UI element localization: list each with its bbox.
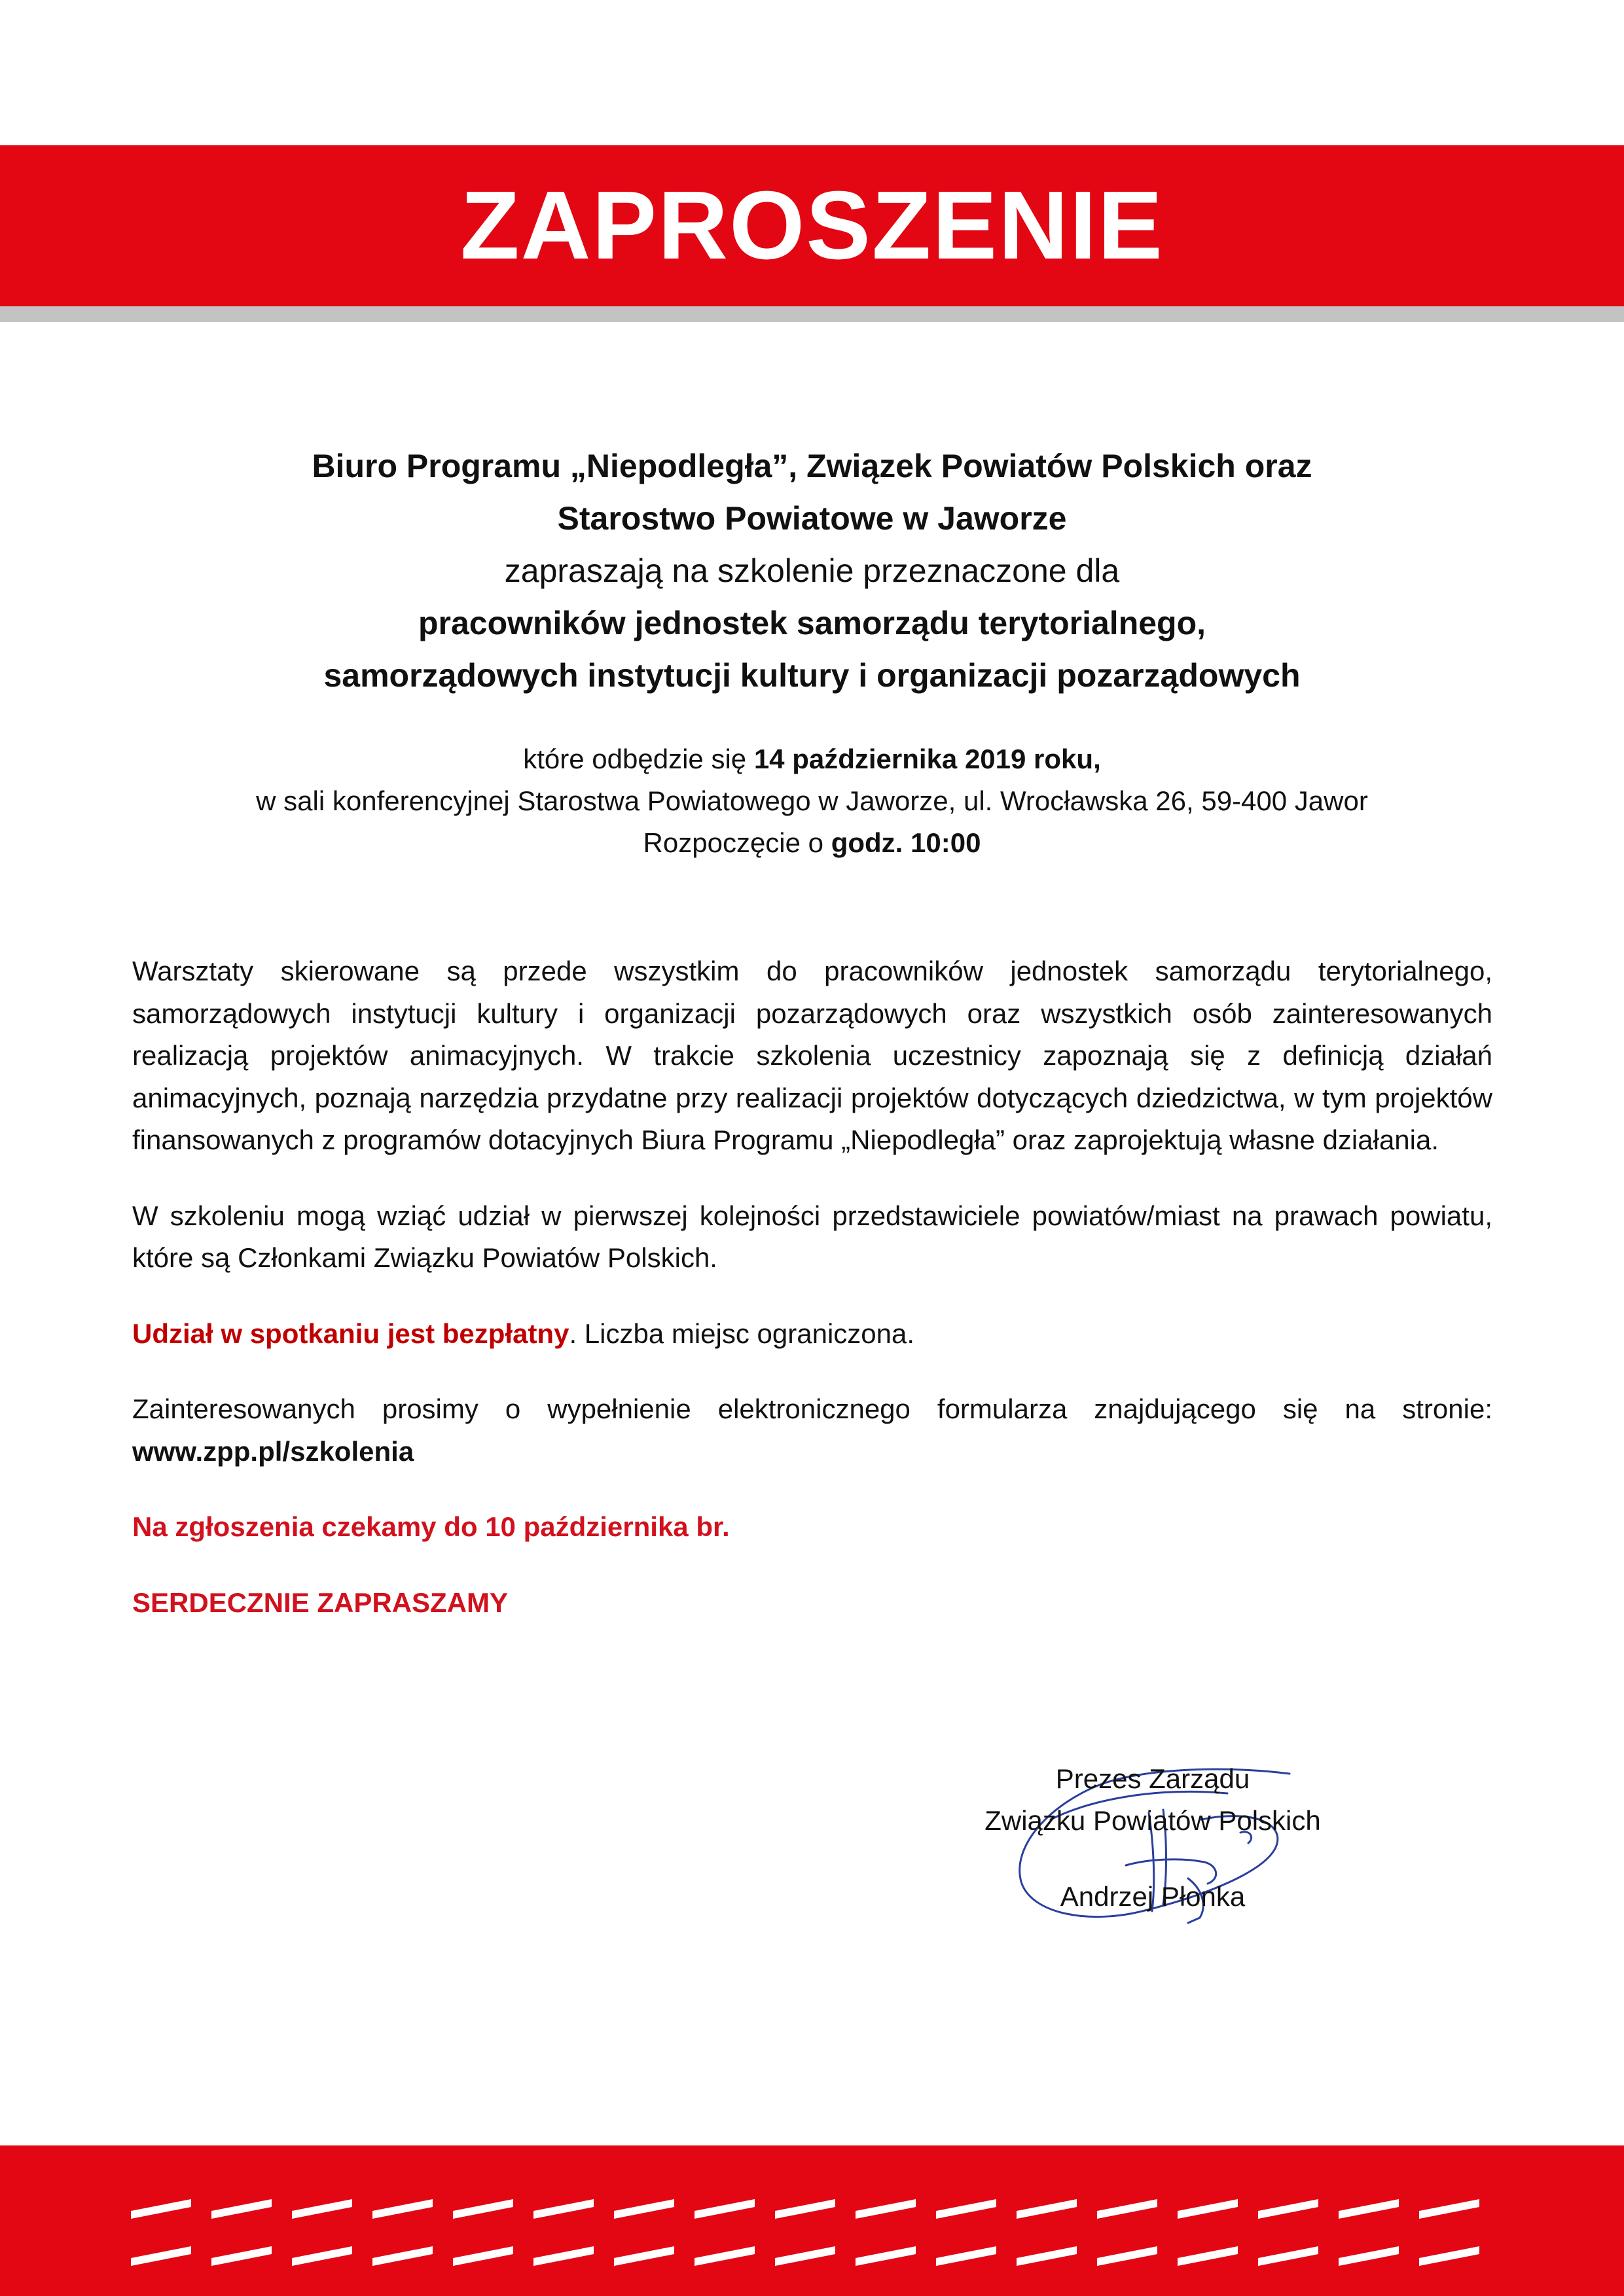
footer-dash xyxy=(292,2199,352,2219)
signature-block xyxy=(956,1758,1349,1918)
registration-text: Zainteresowanych prosimy o wypełnienie elektronicznego formularza znajdującego się na stronie: xyxy=(132,1393,1492,1424)
footer-dash xyxy=(775,2246,835,2266)
footer-dash xyxy=(131,2199,191,2219)
footer-banner xyxy=(0,2145,1624,2296)
footer-dash xyxy=(1339,2246,1399,2266)
footer-dash xyxy=(453,2246,513,2266)
footer-dash xyxy=(614,2199,674,2219)
event-place: w sali konferencyjnej Starostwa Powiatowego w Jaworze, ul. Wrocławska 26, 59-400 Jawor xyxy=(256,785,1368,816)
footer-dash xyxy=(1097,2199,1157,2219)
organizers-line-1: Biuro Programu „Niepodległa”, Związek Powiatów Polskich oraz xyxy=(312,448,1312,484)
registration-link[interactable]: www.zpp.pl/szkolenia xyxy=(132,1435,414,1467)
footer-dash xyxy=(1419,2199,1479,2219)
footer-dash xyxy=(292,2246,352,2266)
registration-paragraph xyxy=(132,1388,1492,1473)
footer-dash xyxy=(533,2246,594,2266)
start-prefix: Rozpoczęcie o xyxy=(643,827,831,858)
eligibility-paragraph: W szkoleniu mogą wziąć udział w pierwszej kolejności przedstawiciele powiatów/miast na prawach powiatu, które są Członkami Związku Powiatów Polskich. xyxy=(132,1200,1492,1273)
footer-dash xyxy=(1097,2246,1157,2266)
footer-dash xyxy=(372,2199,433,2219)
header-banner xyxy=(0,145,1624,306)
footer-dash xyxy=(1017,2246,1077,2266)
limited-seats: . Liczba miejsc ograniczona. xyxy=(569,1318,915,1349)
description-paragraph: Warsztaty skierowane są przede wszystkim do pracowników jednostek samorządu terytorialnego, samorządowych instytucji kultury i organizacji pozarządowych oraz wszystkich osób zainteresowanych realizacją projektów animacyjnych. W trakcie szkolenia uczestnicy zapoznają się z definicją działań animacyjnych, poznają narzędzia przydatne przy realizacji projektów dotyczących dziedzictwa, w tym projektów finansowanych z programów dotacyjnych Biura Programu „Niepodległa” oraz zaprojektują własne działania. xyxy=(132,956,1492,1155)
footer-dash xyxy=(1017,2199,1077,2219)
invitation-heading xyxy=(131,440,1493,702)
footer-dash xyxy=(856,2199,916,2219)
footer-dash xyxy=(1258,2246,1318,2266)
date-prefix: które odbędzie się xyxy=(523,744,754,774)
audience-line-2: samorządowych instytucji kultury i organizacji pozarządowych xyxy=(323,657,1301,694)
event-date-line xyxy=(131,738,1493,780)
footer-dash xyxy=(856,2246,916,2266)
event-start-line xyxy=(131,822,1493,864)
footer-dash xyxy=(936,2199,996,2219)
page-title: ZAPROSZENIE xyxy=(460,171,1164,279)
footer-dash xyxy=(936,2246,996,2266)
signatory-organization: Związku Powiatów Polskich xyxy=(984,1805,1321,1836)
footer-dash xyxy=(453,2199,513,2219)
footer-dash xyxy=(695,2246,755,2266)
footer-dash xyxy=(775,2199,835,2219)
header-divider xyxy=(0,306,1624,322)
body-text xyxy=(132,950,1492,1657)
free-label: Udział w spotkaniu jest bezpłatny xyxy=(132,1318,569,1349)
footer-dash xyxy=(533,2199,594,2219)
deadline-text: Na zgłoszenia czekamy do 10 października br. xyxy=(132,1511,730,1542)
footer-dash xyxy=(1339,2199,1399,2219)
event-date: 14 października 2019 roku, xyxy=(753,744,1101,774)
event-details xyxy=(131,738,1493,864)
closing-text: SERDECZNIE ZAPRASZAMY xyxy=(132,1587,509,1618)
footer-dash xyxy=(1178,2246,1238,2266)
footer-dash xyxy=(131,2246,191,2266)
footer-dash xyxy=(1419,2246,1479,2266)
organizers-line-2: Starostwo Powiatowe w Jaworze xyxy=(557,500,1067,537)
invite-line: zapraszają na szkolenie przeznaczone dla xyxy=(504,552,1120,589)
fee-paragraph xyxy=(132,1313,1492,1355)
signatory-role: Prezes Zarządu xyxy=(1055,1763,1250,1794)
footer-dash xyxy=(614,2246,674,2266)
footer-dash xyxy=(1258,2199,1318,2219)
audience-line-1: pracowników jednostek samorządu terytorialnego, xyxy=(418,605,1206,641)
footer-dash xyxy=(695,2199,755,2219)
footer-dash-pattern xyxy=(0,2145,1624,2296)
event-start-time: godz. 10:00 xyxy=(831,827,981,858)
footer-dash xyxy=(372,2246,433,2266)
signatory-name: Andrzej Płonka xyxy=(1060,1881,1246,1912)
footer-dash xyxy=(1178,2199,1238,2219)
footer-dash xyxy=(211,2246,272,2266)
footer-dash xyxy=(211,2199,272,2219)
